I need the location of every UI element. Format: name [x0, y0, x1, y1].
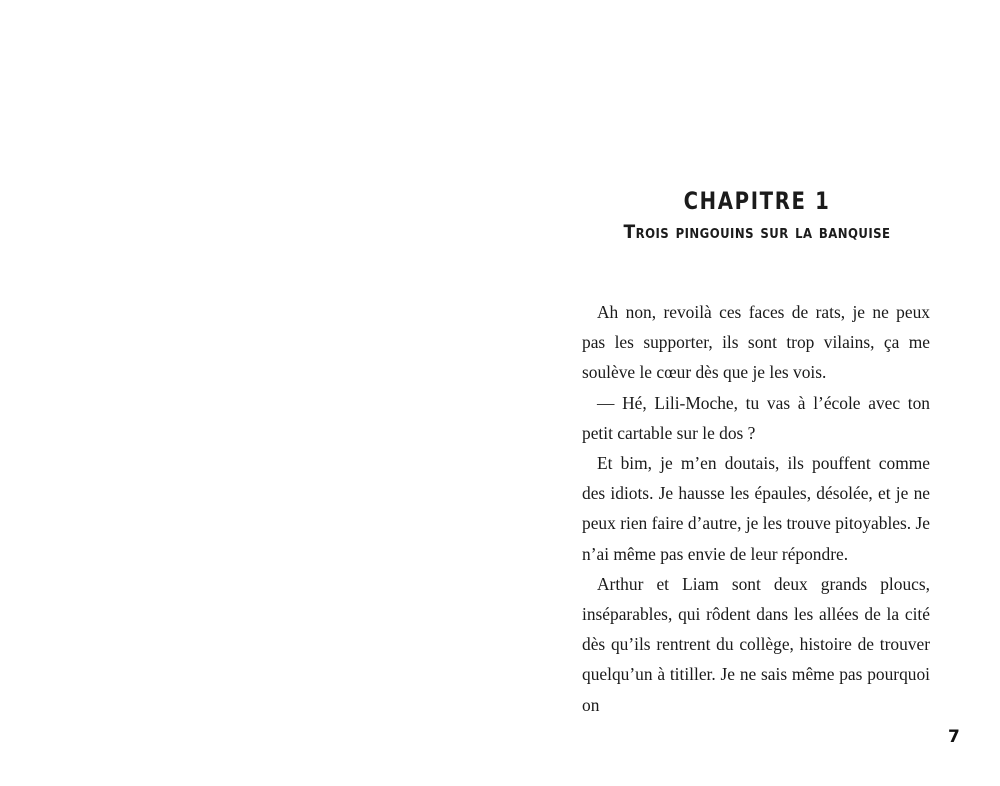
- body-text: [582, 297, 930, 720]
- paragraph: Ah non, revoilà ces faces de rats, je ne peux pas les supporter, ils sont trop vilains, ça me soulève le cœur dès que je les vois.: [582, 302, 930, 383]
- chapter-heading: [582, 184, 932, 246]
- paragraph: Arthur et Liam sont deux grands ploucs, inséparables, qui rôdent dans les allées de la cité dès qu’ils rentrent du collège, histoire de trouver quelqu’un à titiller. Je ne sais même pas pourquoi on: [582, 573, 930, 715]
- page-number: 7: [948, 727, 960, 747]
- right-page: [500, 0, 1000, 786]
- paragraph: — Hé, Lili-Moche, tu vas à l’école avec ton petit cartable sur le dos ?: [582, 392, 930, 443]
- paragraph: Et bim, je m’en doutais, ils pouffent comme des idiots. Je hausse les épaules, désolée, et je ne peux rien faire d’autre, je les trouve pitoyables. Je n’ai même pas envie de leur répondre.: [582, 453, 930, 564]
- chapter-number: CHAPITRE 1: [683, 187, 831, 215]
- chapter-title: Trois pingouins sur la banquise: [623, 221, 891, 243]
